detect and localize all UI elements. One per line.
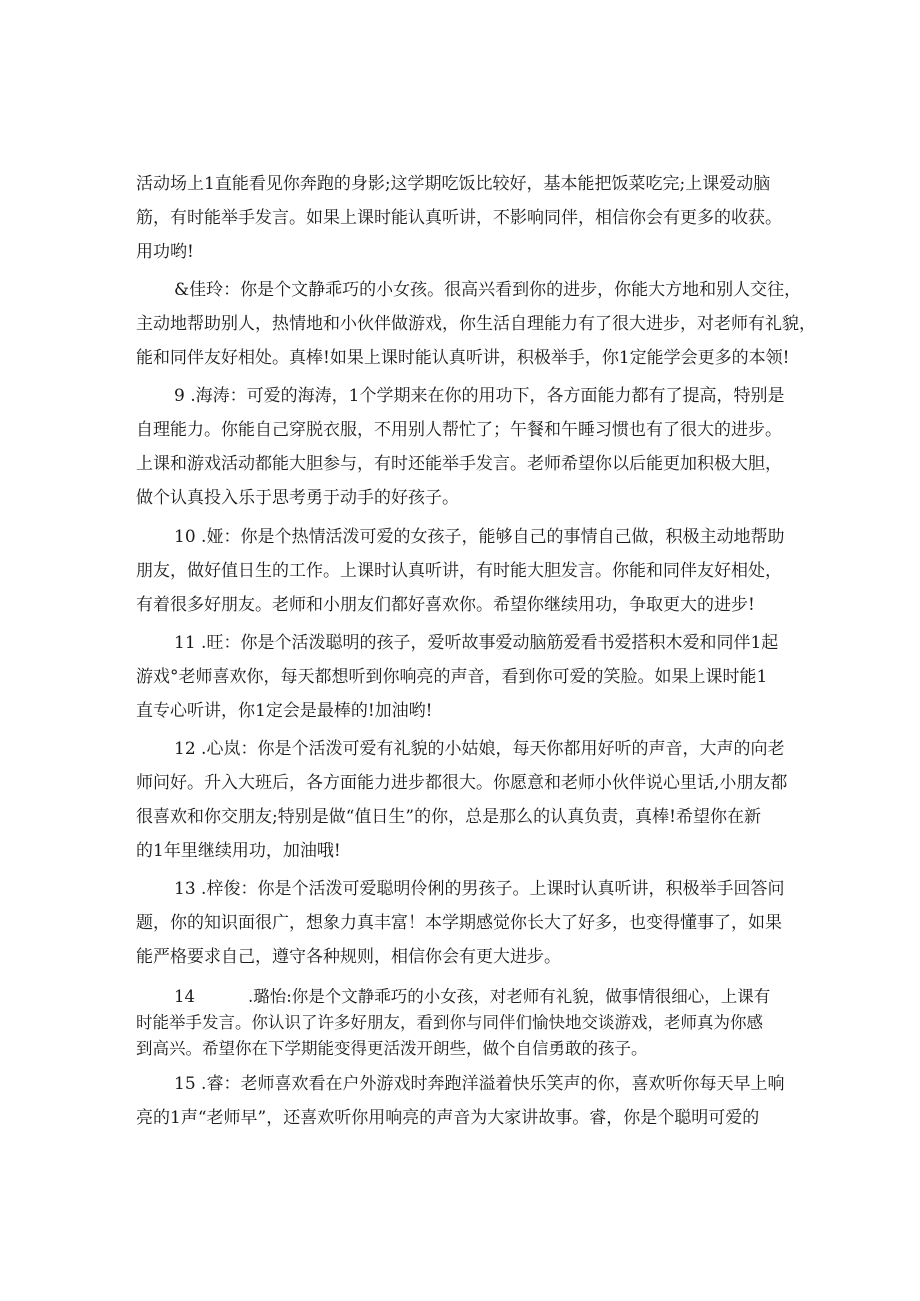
text-line: 朋友，做好值日生的工作。上课时认真听讲，有时能大胆发言。你能和同伴友好相处， bbox=[136, 561, 782, 581]
text-line: 上课和游戏活动都能大胆参与，有时还能举手发言。老师希望你以后能更加积极大胆， bbox=[136, 454, 782, 474]
text-line: 做个认真投入乐于思考勇于动手的好孩子。 bbox=[136, 488, 459, 508]
text-line-content: .璐怡:你是个文静乖巧的小女孩，对老师有礼貌，做事情很细心，上课有 bbox=[248, 987, 771, 1006]
text-line: 10 .娅：你是个热情活泼可爱的女孩子，能够自己的事情自己做，积极主动地帮助 bbox=[174, 527, 785, 547]
text-line: 11 .旺：你是个活泼聪明的孩子，爱听故事爱动脑筋爱看书爱搭积木爱和同伴1起 bbox=[174, 633, 779, 653]
text-line: 13 .梓俊：你是个活泼可爱聪明伶俐的男孩子。上课时认真听讲，积极举手回答问 bbox=[174, 879, 785, 899]
text-line: 题，你的知识面很广，想象力真丰富！本学期感觉你长大了好多，也变得懂事了，如果 bbox=[136, 913, 782, 933]
item-number: 14 bbox=[174, 987, 195, 1006]
text-line: &佳玲：你是个文静乖巧的小女孩。很高兴看到你的进步，你能大方地和别人交往， bbox=[174, 280, 802, 300]
text-line: 游戏°老师喜欢你，每天都想听到你响亮的声音，看到你可爱的笑脸。如果上课时能1 bbox=[136, 667, 768, 687]
text-line: 自理能力。你能自己穿脱衣服，不用别人帮忙了；午餐和午睡习惯也有了很大的进步。 bbox=[136, 420, 782, 440]
text-line: 能和同伴友好相处。真棒!如果上课时能认真听讲，积极举手，你1定能学会更多的本领! bbox=[136, 348, 790, 368]
text-line: 主动地帮助别人，热情地和小伙伴做游戏，你生活自理能力有了很大进步，对老师有礼貌， bbox=[136, 314, 816, 334]
text-line: 活动场上1直能看见你奔跑的身影;这学期吃饭比较好，基本能把饭菜吃完;上课爱动脑 bbox=[136, 174, 771, 194]
text-line: 筋，有时能举手发言。如果上课时能认真听讲，不影响同伴，相信你会有更多的收获。 bbox=[136, 208, 782, 228]
text-line: 9 .海涛：可爱的海涛，1个学期来在你的用功下，各方面能力都有了提高，特别是 bbox=[174, 386, 785, 406]
text-line: 12 .心岚：你是个活泼可爱有礼貌的小姑娘，每天你都用好听的声音，大声的向老 bbox=[174, 739, 785, 759]
text-line: 用功哟! bbox=[136, 242, 194, 262]
text-line: 师问好。升入大班后，各方面能力进步都很大。你愿意和老师小伙伴说心里话,小朋友都 bbox=[136, 773, 788, 793]
text-line: 的1年里继续用功，加油哦! bbox=[136, 841, 341, 861]
text-line: 时能举手发言。你认识了许多好朋友，看到你与同伴们愉快地交谈游戏，老师真为你感 bbox=[136, 1013, 763, 1032]
text-line: 15 .睿：老师喜欢看在户外游戏时奔跑洋溢着快乐笑声的你，喜欢听你每天早上响 bbox=[174, 1074, 785, 1094]
text-line: 有着很多好朋友。老师和小朋友们都好喜欢你。希望你继续用功，争取更大的进步! bbox=[136, 595, 755, 615]
text-line: 亮的1声“老师早”，还喜欢听你用响亮的声音为大家讲故事。睿，你是个聪明可爱的 bbox=[136, 1108, 760, 1128]
text-line: 能严格要求自己，遵守各种规则，相信你会有更大进步。 bbox=[136, 947, 561, 967]
text-line: 直专心听讲，你1定会是最棒的!加油哟! bbox=[136, 701, 433, 721]
text-line: 到高兴。希望你在下学期能变得更活泼开朗些，做个自信勇敢的孩子。 bbox=[136, 1039, 648, 1058]
text-line bbox=[174, 986, 770, 1008]
text-line: 很喜欢和你交朋友;特别是做“值日生”的你，总是那么的认真负责，真棒!希望你在新 bbox=[136, 807, 761, 827]
